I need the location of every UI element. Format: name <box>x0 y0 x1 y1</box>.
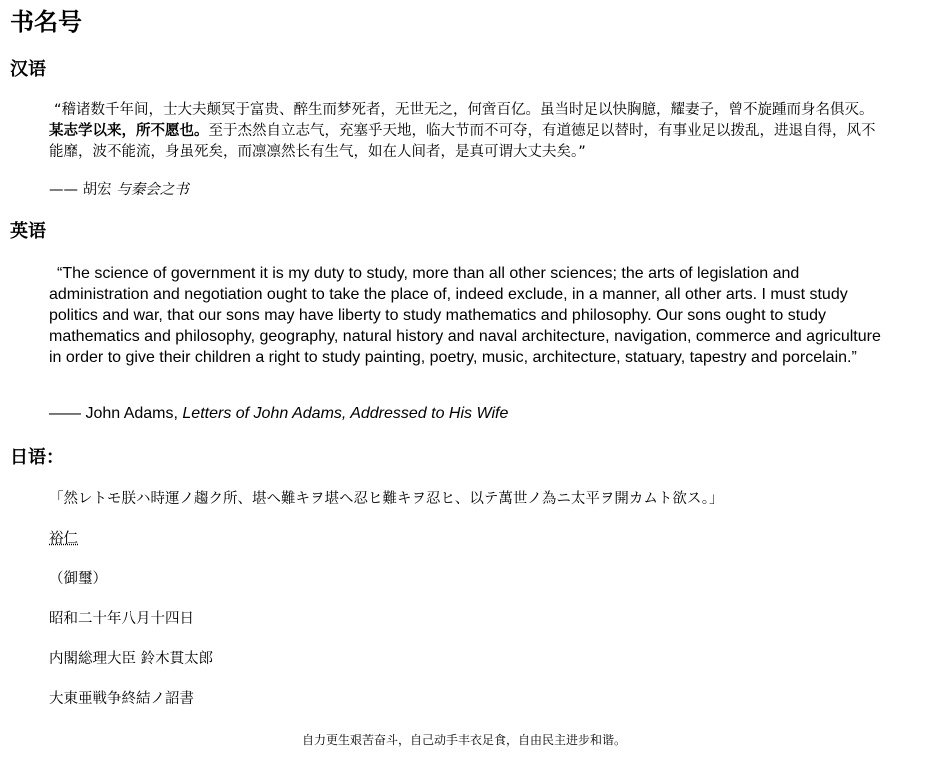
page-title: 书名号 <box>10 8 82 36</box>
quote-close-mark: ” <box>578 144 586 160</box>
quote-english: “The science of government it is my duty to study, more than all other sciences; the arts of legislation and administration and negotiation ought to take the place of, indeed exclude, in a manner, all other arts. I must study politics and war, that our sons may have liberty to study mathematics and philosophy. Our sons ought to study mathematics and philosophy, geography, natural history and naval architecture, navigation, commerce and agriculture in order to give their children a right to study painting, poetry, music, architecture, statuary, tapestry and porcelain.” <box>49 265 881 366</box>
attribution-work: 与秦会之书 <box>116 182 189 198</box>
attribution-work: Letters of John Adams, Addressed to His Wife <box>182 405 509 422</box>
attribution-author: John Adams, <box>85 405 183 422</box>
attribution-dash: —— <box>49 405 86 422</box>
signature: 裕仁 <box>49 531 78 547</box>
section-heading-chinese: 汉语 <box>10 59 46 80</box>
quote-chinese <box>49 100 881 163</box>
document-date: 昭和二十年八月十四日 <box>49 611 194 627</box>
quote-chinese-emphasis: 某志学以来，所不愿也。 <box>49 123 209 139</box>
document-name: 大東亜戦争終結ノ詔書 <box>49 691 194 707</box>
section-heading-english: 英语 <box>10 221 46 242</box>
attribution-author: 胡宏 <box>82 182 112 198</box>
attribution-chinese <box>49 180 189 200</box>
quote-japanese: 「然レトモ朕ハ時運ノ趨ク所、堪ヘ難キヲ堪ヘ忍ヒ難キヲ忍ヒ、以テ萬世ノ為ニ太平ヲ開カムト欲ス。」 <box>49 491 724 507</box>
quote-chinese-part2: 至于杰然自立志气，充塞乎天地，临大节而不可夺，有道德足以替时，有事业足以拨乱，进退自得，风不能靡，波不能流，身虽死矣，而凛凛然长有生气，如在人间者，是真可谓大丈夫矣。 <box>49 123 876 160</box>
section-heading-japanese: 日语： <box>10 447 64 468</box>
prime-minister: 内閣総理大臣 鈴木貫太郎 <box>49 651 214 667</box>
imperial-seal-note: （御璽） <box>49 571 107 587</box>
attribution-dash: —— <box>49 182 83 198</box>
quote-chinese-part1: 稽诸数千年间，士大夫颠冥于富贵、醉生而梦死者，无世无之，何啻百亿。虽当时足以快胸臆，耀妻子，曾不旋踵而身名俱灭。 <box>61 102 874 118</box>
quote-open-mark: “ <box>54 102 62 118</box>
attribution-english <box>49 404 508 424</box>
page-footer: 自力更生艰苦奋斗，自己动手丰衣足食，自由民主进步和谐。 <box>301 733 626 747</box>
